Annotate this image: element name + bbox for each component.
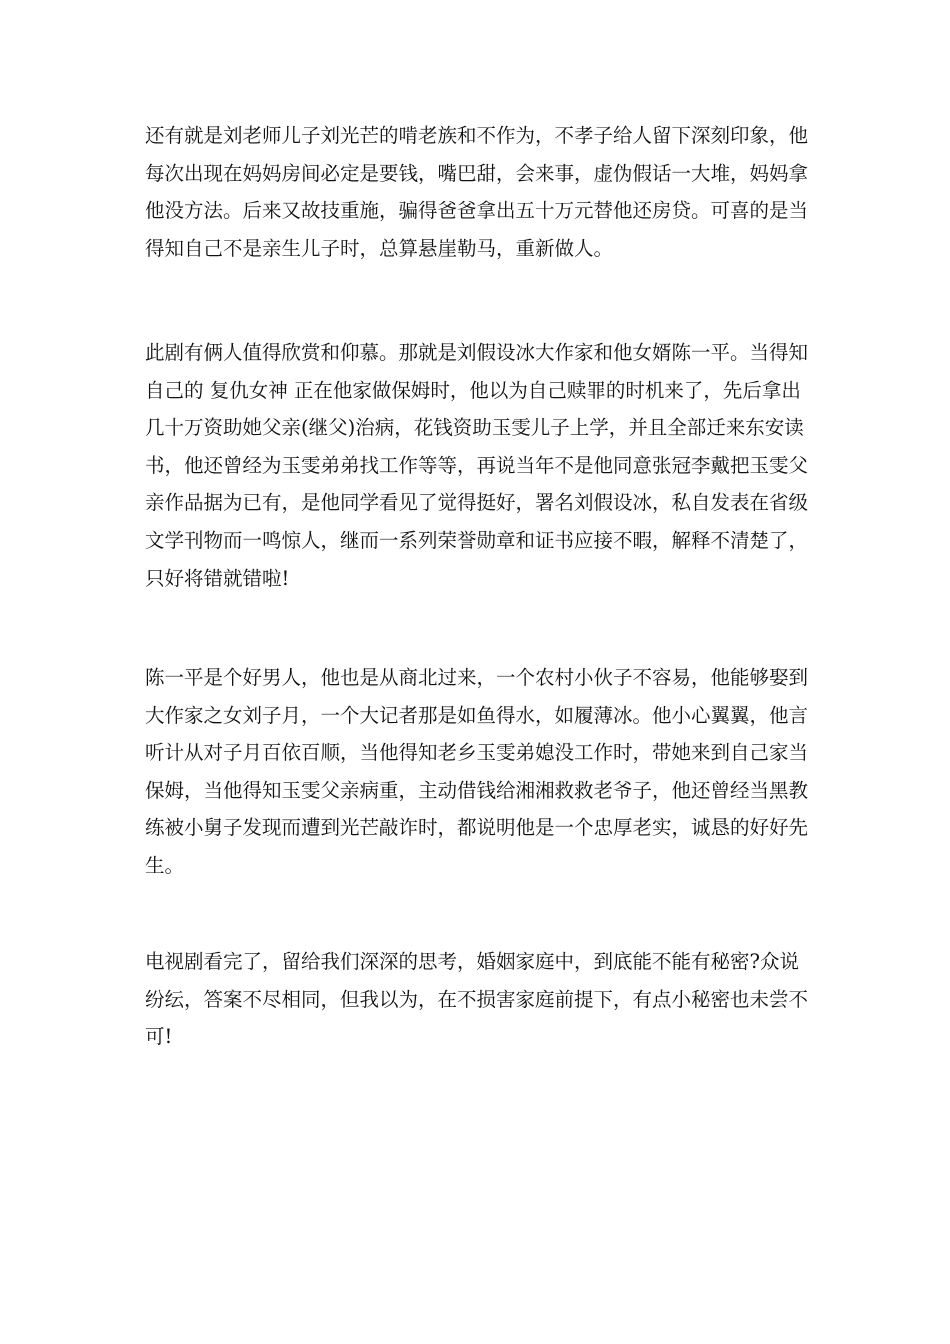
paragraph-line: 练被小舅子发现而遭到光芒敲诈时，都说明他是一个忠厚老实，诚恳的好好先 [145, 816, 809, 840]
paragraph-1 [145, 117, 810, 267]
paragraph-2 [145, 334, 810, 597]
paragraph-line: 保姆，当他得知玉雯父亲病重，主动借钱给湘湘救救老爷子，他还曾经当黑教 [145, 778, 809, 802]
paragraph-line: 可! [145, 1025, 173, 1049]
paragraph-4 [145, 943, 810, 1056]
paragraph-line: 几十万资助她父亲(继父)治病，花钱资助玉雯儿子上学，并且全部迁来东安读 [145, 416, 804, 440]
paragraph-line: 每次出现在妈妈房间必定是要钱，嘴巴甜，会来事，虚伪假话一大堆，妈妈拿 [145, 161, 809, 185]
paragraph-line: 书，他还曾经为玉雯弟弟找工作等等，再说当年不是他同意张冠李戴把玉雯父 [145, 453, 809, 477]
paragraph-line: 得知自己不是亲生儿子时，总算悬崖勒马，重新做人。 [145, 236, 614, 260]
paragraph-line: 还有就是刘老师儿子刘光芒的啃老族和不作为，不孝子给人留下深刻印象，他 [145, 124, 809, 147]
paragraph-line: 陈一平是个好男人，他也是从商北过来，一个农村小伙子不容易，他能够娶到 [145, 666, 809, 689]
paragraph-line: 只好将错就错啦! [145, 566, 290, 590]
paragraph-line: 大作家之女刘子月，一个大记者那是如鱼得水，如履薄冰。他小心翼翼，他言 [145, 703, 809, 727]
paragraph-line: 文学刊物而一鸣惊人，继而一系列荣誉勋章和证书应接不暇，解释不清楚了， [145, 528, 809, 552]
paragraph-line: 此剧有俩人值得欣赏和仰慕。那就是刘假设冰大作家和他女婿陈一平。当得知 [145, 341, 809, 364]
paragraph-line: 他没方法。后来又故技重施，骗得爸爸拿出五十万元替他还房贷。可喜的是当 [145, 199, 809, 223]
paragraph-line: 亲作品据为已有，是他同学看见了觉得挺好，署名刘假设冰，私自发表在省级 [145, 491, 809, 515]
paragraph-line: 听计从对子月百依百顺，当他得知老乡玉雯弟媳没工作时，带她来到自己家当 [145, 741, 809, 765]
paragraph-line: 纷纭，答案不尽相同，但我以为，在不损害家庭前提下，有点小秘密也未尝不 [145, 987, 809, 1011]
paragraph-line: 生。 [145, 853, 185, 877]
paragraph-line: 电视剧看完了，留给我们深深的思考，婚姻家庭中，到底能不能有秘密?众说 [145, 950, 799, 973]
paragraph-3 [145, 659, 810, 885]
paragraph-line: 自己的 复仇女神 正在他家做保姆时，他以为自己赎罪的时机来了，先后拿出 [145, 378, 801, 402]
